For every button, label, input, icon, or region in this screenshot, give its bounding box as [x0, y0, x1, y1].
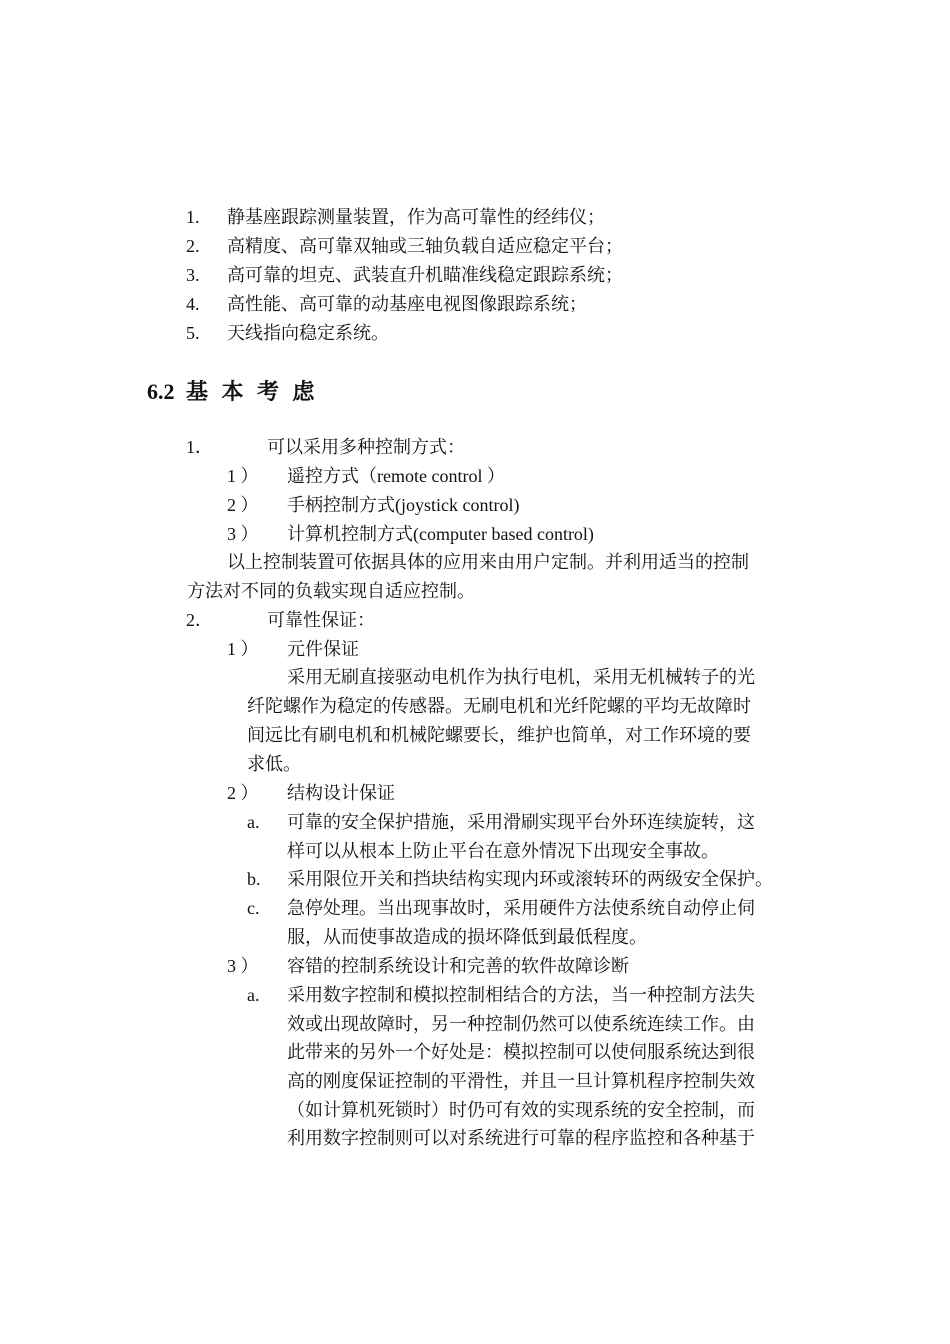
paragraph-line: 急停处理。当出现事故时，采用硬件方法使系统自动停止伺 — [287, 898, 755, 918]
list-item: 静基座跟踪测量装置，作为高可靠性的经纬仪； — [227, 207, 605, 227]
letter-number: b. — [247, 869, 261, 889]
paragraph-line: 此带来的另外一个好处是：模拟控制可以使伺服系统达到很 — [287, 1042, 755, 1062]
sub-number: 3 ） — [227, 524, 259, 544]
letter-number: a. — [247, 985, 260, 1005]
section-title: 基 本 考 虑 — [186, 379, 319, 404]
list-item: 高性能、高可靠的动基座电视图像跟踪系统； — [227, 294, 587, 314]
sub-number: 2 ） — [227, 783, 259, 803]
paragraph-line: 效或出现故障时，另一种控制仍然可以使系统连续工作。由 — [287, 1014, 755, 1034]
paragraph-line: （如计算机死锁时）时仍可有效的实现系统的安全控制，而 — [287, 1100, 755, 1120]
sub-title: 结构设计保证 — [287, 783, 395, 803]
letter-number: c. — [247, 898, 260, 918]
paragraph-line: 样可以从根本上防止平台在意外情况下出现安全事故。 — [287, 841, 719, 861]
paragraph-line: 采用限位开关和挡块结构实现内环或滚转环的两级安全保护。 — [287, 869, 773, 889]
paragraph-line: 利用数字控制则可以对系统进行可靠的程序监控和各种基于 — [287, 1128, 755, 1148]
paragraph-line: 以上控制装置可依据具体的应用来由用户定制。并利用适当的控制 — [227, 552, 749, 572]
sub-title: 容错的控制系统设计和完善的软件故障诊断 — [287, 956, 629, 976]
paragraph-line: 求低。 — [247, 754, 301, 774]
section-number: 6.2 — [147, 379, 175, 404]
paragraph-line: 间远比有刷电机和机械陀螺要长，维护也简单，对工作环境的要 — [247, 725, 751, 745]
sub-number: 2 ） — [227, 495, 259, 515]
list-number: 1. — [186, 207, 200, 227]
list-number: 4. — [186, 294, 200, 314]
list-number: 5. — [186, 323, 200, 343]
sub-number: 1 ） — [227, 466, 259, 486]
section-heading — [147, 378, 319, 406]
list-item: 高可靠的坦克、武装直升机瞄准线稳定跟踪系统； — [227, 265, 623, 285]
paragraph-line: 采用数字控制和模拟控制相结合的方法，当一种控制方法失 — [287, 985, 755, 1005]
paragraph-line: 高的刚度保证控制的平滑性，并且一旦计算机程序控制失效 — [287, 1071, 755, 1091]
sub-item: 计算机控制方式(computer based control) — [287, 524, 594, 544]
paragraph-line: 纤陀螺作为稳定的传感器。无刷电机和光纤陀螺的平均无故障时 — [247, 696, 751, 716]
paragraph-line: 采用无刷直接驱动电机作为执行电机，采用无机械转子的光 — [287, 667, 755, 687]
letter-number: a. — [247, 812, 260, 832]
sub-title: 元件保证 — [287, 639, 359, 659]
sub-item: 遥控方式（remote control ） — [287, 466, 505, 486]
item2-number: 2． — [186, 610, 213, 630]
list-number: 2. — [186, 236, 200, 256]
item1-title: 可以采用多种控制方式： — [267, 437, 465, 457]
paragraph-line: 可靠的安全保护措施，采用滑刷实现平台外环连续旋转，这 — [287, 812, 755, 832]
item2-title: 可靠性保证： — [267, 610, 375, 630]
sub-number: 1 ） — [227, 639, 259, 659]
sub-item: 手柄控制方式(joystick control) — [287, 495, 520, 515]
paragraph-line: 方法对不同的负载实现自适应控制。 — [187, 581, 475, 601]
list-item: 天线指向稳定系统。 — [227, 323, 389, 343]
sub-number: 3 ） — [227, 956, 259, 976]
list-item: 高精度、高可靠双轴或三轴负载自适应稳定平台； — [227, 236, 623, 256]
paragraph-line: 服，从而使事故造成的损坏降低到最低程度。 — [287, 927, 647, 947]
item1-number: 1． — [186, 437, 213, 457]
list-number: 3. — [186, 265, 200, 285]
